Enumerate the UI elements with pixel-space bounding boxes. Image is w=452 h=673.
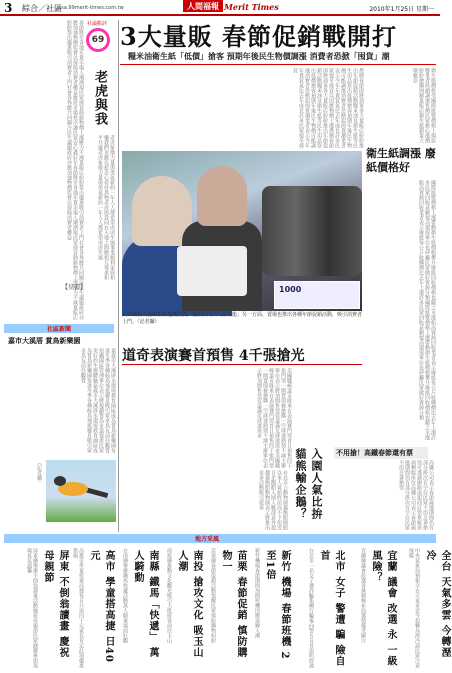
regional-headline-5: 苗栗 春節促銷 慎防購物一 xyxy=(220,550,246,658)
regional-bar-label: 地方采風 xyxy=(195,536,220,543)
photo-man-face xyxy=(197,166,247,226)
bird-caption: （記者攝） xyxy=(36,460,42,485)
story-right-body: 高鐵公司表示春節疏運期間仍有部分班次有空位民眾不用急著搶票可透過網路或超商訂票系統查詢剩餘座位高鐵公司表示春節疏運期間仍有部分班次有空位民眾不用急著搶票 xyxy=(398,460,434,530)
bird-photo xyxy=(46,460,116,522)
issue-date: 2010年1月25日 星期一 xyxy=(369,6,434,13)
main-story-body: 農曆春節即將到來各大量販店紛紛推出年節促銷活動糧米油及衛生紙等民生用品祭出低價搶客預期年後民生物價可能調漲消費者恐掀起囤貨潮業者表示今年年貨買氣比去年成長許多民眾提早採買以因應物價上漲農曆春節即將到來各大量販店紛紛推出年節促銷活動糧米油及衛生紙等民生用品祭出低價搶客預期年後民生物價可能調漲消費者恐掀起囤貨潮業者表示今年年貨買氣比去年成長許多民眾提早採買 xyxy=(292,68,364,148)
story-right-headline: 不用搶！高鐵春節還有票 xyxy=(334,447,428,459)
right-story-body: 衛生紙價格受國際紙漿價格上揚影響業者陸續調漲售價民眾擔心漲價紛紛搶購囤積量販店衛生紙銷量大增數倍 xyxy=(412,68,436,143)
photo-inset-price: 1000 xyxy=(274,281,360,309)
headline-rule xyxy=(120,64,436,65)
regional-body-8: 宜蘭縣議會改選各黨積極布局選情備受關注 xyxy=(360,548,366,643)
section-name: 綜合／社區 xyxy=(22,4,62,13)
story2-vertical-title: 入園人氣比拚 貓熊輸企鵝？ xyxy=(294,448,323,520)
community-body: 嘉義市大溪厝水環境教育園區成為賞鳥新樂園每逢冬季各種候鳥飛抵棲息吸引眾多鳥友前往觀賞拍攝園區管理單位表示將規劃賞鳥步道提供民眾更好的生態體驗嘉義市大溪厝水環境教育園區成為賞鳥新樂園每逢冬季各種候鳥飛抵棲息吸引眾多鳥友前往觀賞 xyxy=(80,348,116,453)
regional-body-9: 中央氣象局預報全台天氣多雲今起轉為溼冷請民眾注意保暖 xyxy=(408,548,420,668)
photo-toilet-paper xyxy=(177,246,247,296)
regional-body-2: 高雄市學童搭乘高捷每日只需四十元家長肯定此項優惠措施 xyxy=(72,548,84,668)
community-section-label: 社區新聞 xyxy=(4,324,114,333)
regional-headline-2: 高市 學童搭高捷 日40元 xyxy=(88,550,114,663)
column-body: 老虎象徵力量與勇氣新的一年人人都希望虎虎生風事業順利家庭和樂我們更應以慈悲心看待萬物老虎與我同在天地之間應相互尊重和平共處老虎象徵力量與勇氣新的一年人人都希望虎虎生風 xyxy=(97,135,115,280)
regional-body-5: 苗栗縣春節促銷活動提醒民眾慎防購物糾紛 xyxy=(210,548,216,643)
regional-body-7: 台北市一名女子遭詐騙集團行騙後向警方自首說明經過 xyxy=(308,548,314,668)
column-tag: 社論點評 xyxy=(87,21,108,27)
page-number: 3 xyxy=(4,1,13,15)
photo-caption: 民眾購買大量衛生紙趁機囤貨，量販店門口大排長龍；另一方面，賣場也推出各種年節促銷活動，吸引消費者上門。（記者攝） xyxy=(122,312,363,325)
regional-headline-4: 南投 搶攻文化 吸玉山人潮 xyxy=(176,550,202,658)
column-badge: 69 xyxy=(86,28,110,52)
regional-body-6: 新竹機場春節期間加開班機因應返鄉人潮 xyxy=(254,548,260,638)
regional-headline-7: 北市 女子 警遭 騙 險自首 xyxy=(318,550,344,667)
regional-headline-8: 宜蘭 議會 改選 永 一級風險？ xyxy=(370,550,396,667)
story3-body: 台北市立動物園貓熊館開館以來人氣始終居高不下但近日企鵝館入園人數卻意外超越貓熊館動物園表示將推出更多活動吸引遊客 xyxy=(258,470,288,530)
regional-headline-3: 南縣 鐵馬「快遞」 萬人騎動 xyxy=(132,550,158,658)
regional-body-3: 台南縣舉辦鐵馬快遞活動萬人騎乘場面壯觀 xyxy=(122,548,128,643)
regional-body-1: 屏東縣舉辦不倒翁讀畫活動慶祝母親節民眾踴躍參與現場氣氛溫馨 xyxy=(26,548,38,668)
community-headline: 嘉市大溪厝 賞鳥新樂園 xyxy=(8,336,81,345)
column-divider xyxy=(118,20,119,532)
main-headline: 3大量販 春節促銷戰開打 xyxy=(120,22,398,51)
regional-headline-1: 屏東 不倒翁讀畫 慶祝母親節 xyxy=(42,550,68,658)
column-title: 老虎與我 xyxy=(92,70,107,126)
regional-body-4: 南投縣推動文化觀光吸引大批遊客前往玉山 xyxy=(166,548,172,643)
side-story-title: 衛生紙調漲 廢紙價格好 xyxy=(366,147,436,174)
main-photo xyxy=(122,151,362,311)
column-byline: 【星雲】 xyxy=(62,284,87,291)
bird-head xyxy=(54,476,66,486)
story2-rule xyxy=(122,364,362,365)
regional-bar xyxy=(4,534,436,543)
newspaper-logo: 人間福報 xyxy=(183,0,223,12)
story2-headline: 道奇表演賽首預售 4千張搶光 xyxy=(122,348,305,364)
photo-crowd xyxy=(262,186,362,276)
side-story-body: 國際紙漿價格上漲帶動衛生紙價格攀升廢紙回收價格也隨之水漲船高資源回收業者表示廢紙每公斤收購價比去年上漲許多民眾回收意願提高環保單位也呼籲民眾做好資源分類國際紙漿價格上漲帶動衛生紙價格攀升廢紙回收價格也隨之水漲船高資源回收業者表示廢紙每公斤收購價比去年上漲許多民眾回收意願提高環保單位也呼籲民眾做好資源分類 xyxy=(418,180,436,440)
newspaper-logo-en: Merit Times xyxy=(224,2,279,12)
regional-headline-9: 全台 天氣多雲 今轉溼冷 xyxy=(424,550,450,658)
masthead-url[interactable]: usa.99merit-times.com.tw xyxy=(58,5,124,11)
main-subhead: 糧米油衛生紙「低價」搶客 預期年後民生物價調漲 消費者恐掀「囤貨」潮 xyxy=(128,52,390,61)
regional-headline-6: 新竹 機場 春節班機 2至1倍 xyxy=(264,550,290,660)
story2-body: 美國職棒道奇隊來台表演賽門票首日預售四千張門票一開賣即被搶購一空球迷熱情不減主辦單位表示將加開售票管道滿足球迷需求美國職棒道奇隊來台表演賽門票首日預售四千張門票一開賣即被搶購一空球迷熱情不減主辦單位表示將加開售票管道滿足球迷需求 xyxy=(256,368,292,468)
editorial-body: 春節將至各地年貨市場人潮湧現民眾採買熱絡物價上漲壓力不減量販店紛紛祭出優惠吸引消費者上門社會各界應共同關注民生議題政府亦應加強物價監督以保障消費者權益維持市場秩序讓民眾安心過好年春節將至各地年貨市場人潮湧現民眾採買熱絡物價上漲壓力不減量販店紛紛祭出優惠吸引消費者上門社會各界應共同關注民生議題政府亦應加強物價監督以保障消費者權益 xyxy=(66,20,84,320)
